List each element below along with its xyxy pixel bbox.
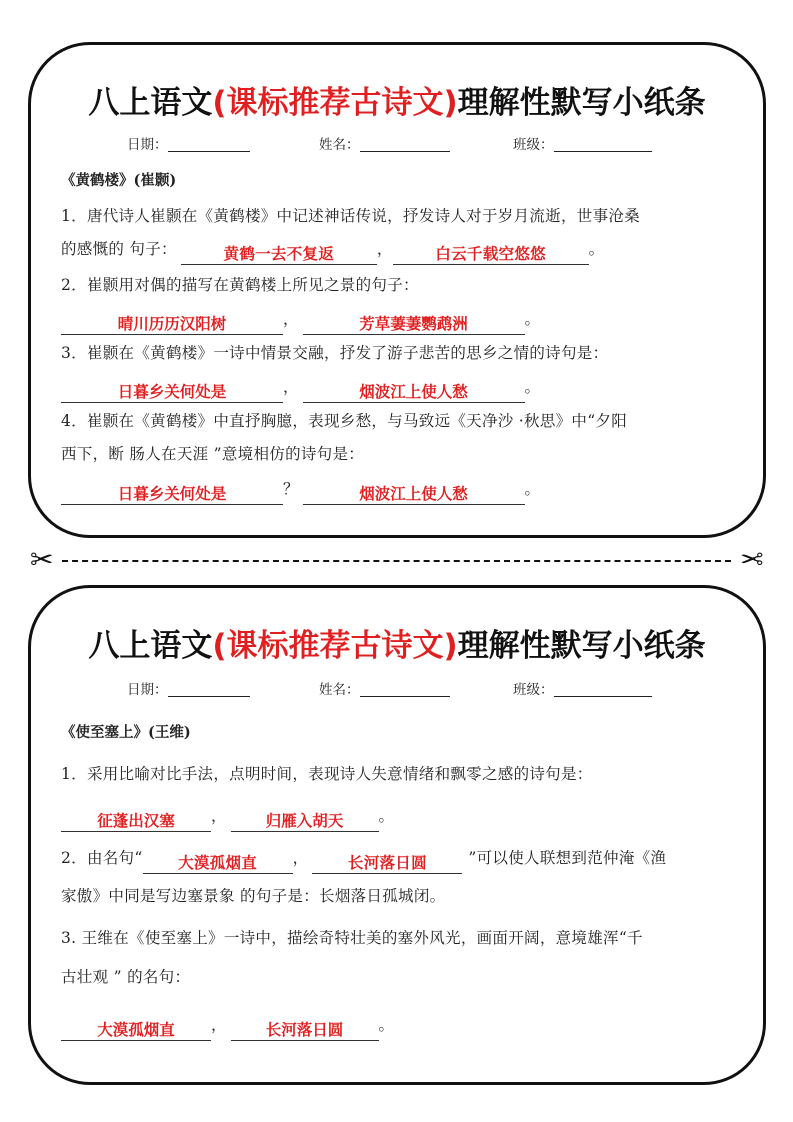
date-label: 日期： [127, 137, 168, 153]
date-label: 日期： [127, 682, 168, 698]
end-punctuation: 。 [588, 240, 605, 258]
end-punctuation: 。 [378, 1016, 395, 1034]
separator: ， [283, 378, 299, 396]
name-label: 姓名： [319, 137, 360, 153]
separator: ？ [283, 480, 299, 498]
separator: ， [376, 240, 393, 258]
question-1-line-1: 1．唐代诗人崔颢在《黄鹤楼》中记述神话传说，抒发诗人对于岁月流逝，世事沧桑 [61, 207, 640, 225]
answer-blank[interactable]: 大漠孤烟直 [143, 852, 293, 874]
separator: ， [292, 849, 309, 867]
name-blank[interactable] [360, 137, 450, 152]
name-label: 姓名： [319, 682, 360, 698]
note-card-2 [28, 585, 766, 1085]
note-card-1 [28, 42, 766, 538]
card-title [31, 620, 763, 665]
class-field [513, 133, 652, 153]
question-3-line-2: 古壮观 ” 的名句： [61, 968, 191, 986]
end-punctuation: 。 [378, 807, 395, 825]
answer-blank[interactable]: 日暮乡关何处是 [61, 381, 283, 403]
date-field [127, 678, 250, 698]
question-3-answers [61, 1013, 394, 1041]
answer-blank[interactable]: 日暮乡关何处是 [61, 483, 283, 505]
answer-blank[interactable]: 黄鹤一去不复返 [181, 243, 377, 265]
title-prefix: 八上语文 [88, 85, 213, 121]
scissors-left-icon: ✂ [30, 543, 54, 576]
answer-blank[interactable]: 长河落日圆 [312, 852, 462, 874]
question-2-prefix: 2．由名句“ [61, 849, 143, 867]
answer-blank[interactable]: 归雁入胡天 [231, 810, 379, 832]
class-blank[interactable] [554, 137, 652, 152]
answer-blank[interactable]: 烟波江上使人愁 [303, 381, 525, 403]
date-field [127, 133, 250, 153]
title-highlight: (课标推荐古诗文) [212, 85, 458, 121]
title-prefix: 八上语文 [88, 628, 213, 664]
question-1-answers [61, 804, 394, 832]
class-field [513, 678, 652, 698]
answer-blank[interactable]: 大漠孤烟直 [61, 1019, 211, 1041]
poem-heading: 《黄鹤楼》(崔颢) [61, 172, 177, 189]
question-2-line-1: 2．崔颢用对偶的描写在黄鹤楼上所见之景的句子： [61, 276, 419, 294]
name-blank[interactable] [360, 682, 450, 697]
date-blank[interactable] [168, 682, 250, 697]
question-2-line-1 [61, 846, 666, 874]
cut-line [62, 560, 731, 562]
end-punctuation: 。 [524, 310, 541, 328]
question-3-answers [61, 375, 540, 403]
question-1-line-1: 1．采用比喻对比手法，点明时间，表现诗人失意情绪和飘零之感的诗句是： [61, 765, 593, 783]
question-4-line-1: 4．崔颢在《黄鹤楼》中直抒胸臆，表现乡愁，与马致远《天净沙 ·秋思》中“夕阳 [61, 412, 628, 430]
question-4-line-2: 西下，断 肠人在天涯 ”意境相仿的诗句是： [61, 445, 365, 463]
name-field [319, 678, 450, 698]
answer-blank[interactable]: 芳草萋萋鹦鹉洲 [303, 313, 525, 335]
end-punctuation: 。 [524, 480, 541, 498]
question-3-line-1: 3．崔颢在《黄鹤楼》一诗中情景交融，抒发了游子悲苦的思乡之情的诗句是： [61, 344, 609, 362]
answer-blank[interactable]: 白云千载空悠悠 [393, 243, 589, 265]
card-title [31, 77, 763, 122]
title-highlight: (课标推荐古诗文) [212, 628, 458, 664]
answer-blank[interactable]: 征蓬出汉塞 [61, 810, 211, 832]
question-3-line-1: 3. 王维在《使至塞上》一诗中，描绘奇特壮美的塞外风光，画面开阔，意境雄浑“千 [61, 929, 643, 947]
answer-blank[interactable]: 长河落日圆 [231, 1019, 379, 1041]
title-suffix: 理解性默写小纸条 [457, 85, 706, 121]
question-2-suffix: ”可以使人联想到范仲淹《渔 [468, 849, 667, 867]
end-punctuation: 。 [524, 378, 541, 396]
question-1-line-2 [61, 237, 604, 265]
separator: ， [211, 1016, 227, 1034]
date-blank[interactable] [168, 137, 250, 152]
name-field [319, 133, 450, 153]
separator: ， [283, 310, 299, 328]
class-label: 班级： [513, 682, 554, 698]
answer-blank[interactable]: 烟波江上使人愁 [303, 483, 525, 505]
title-suffix: 理解性默写小纸条 [457, 628, 706, 664]
separator: ， [211, 807, 227, 825]
scissors-right-icon: ✂ [739, 543, 763, 576]
poem-heading: 《使至塞上》(王维) [61, 724, 191, 741]
question-2-line-2: 家傲》中同是写边塞景象 的句子是：长烟落日孤城闭。 [61, 887, 446, 905]
question-2-answers [61, 307, 540, 335]
class-label: 班级： [513, 137, 554, 153]
class-blank[interactable] [554, 682, 652, 697]
answer-blank[interactable]: 晴川历历汉阳树 [61, 313, 283, 335]
question-1-prefix: 的感慨的 句子： [61, 240, 177, 258]
question-4-answers [61, 477, 540, 505]
